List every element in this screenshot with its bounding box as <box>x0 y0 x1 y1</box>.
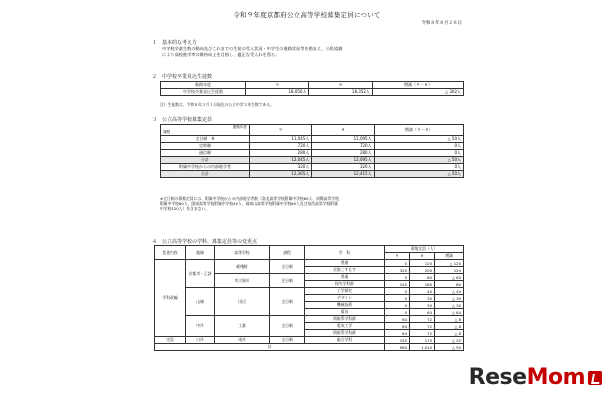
changes-total-row <box>155 344 464 351</box>
capacity-cell-v9: 11,045人 <box>250 136 312 143</box>
changes-value-diff: △ 20 <box>435 337 464 344</box>
changes-value-8: 72 <box>410 330 435 337</box>
changes-school: 市立堀川 <box>215 274 270 288</box>
capacity-row <box>161 136 464 143</box>
changes-dept: デザイン <box>305 295 385 302</box>
changes-value-8: 72 <box>410 323 435 330</box>
changes-dept: 電気 <box>305 309 385 316</box>
changes-header-capacity: 募集定員（人） <box>385 246 464 253</box>
capacity-cell-v9: 12,045人 <box>250 157 312 164</box>
changes-course: 全日制 <box>270 316 305 337</box>
changes-school: 工業 <box>215 316 270 337</box>
section-1-text <box>162 46 462 58</box>
capacity-cell-label: 小計 <box>161 157 250 164</box>
capacity-row <box>161 150 464 157</box>
capacity-cell-vd: 0人 <box>374 164 463 171</box>
changes-row <box>155 260 464 267</box>
capacity-header-9: ９ <box>250 125 312 136</box>
changes-row <box>155 288 464 295</box>
changes-value-8: 72 <box>410 316 435 323</box>
changes-area: 京都市・乙訓 <box>186 260 215 288</box>
changes-dept: 電気工学 <box>305 323 385 330</box>
changes-value-diff: 120 <box>435 267 464 274</box>
changes-value-diff: △ 8 <box>435 323 464 330</box>
capacity-cell-v9: 12,365人 <box>250 171 312 178</box>
changes-dept: 京都こすもす <box>305 267 385 274</box>
capacity-header-8: ８ <box>312 125 374 136</box>
capacity-row <box>161 171 464 178</box>
resemom-logo-text <box>469 365 585 390</box>
changes-value-9: 0 <box>385 302 410 309</box>
changes-school: 田辺 <box>215 288 270 316</box>
changes-value-8: 120 <box>410 260 435 267</box>
changes-value-9: 0 <box>385 295 410 302</box>
resemom-logo-icon <box>588 371 602 385</box>
changes-total-9: 960 <box>385 344 410 351</box>
changes-type: 学科改編 <box>155 260 186 337</box>
changes-value-9: 0 <box>385 274 410 281</box>
changes-value-diff: △ 8 <box>435 330 464 337</box>
capacity-cell-v9: 320人 <box>250 164 312 171</box>
changes-value-9: 0 <box>385 288 410 295</box>
graduates-header-8: ８ <box>309 82 372 89</box>
changes-course: 全日制 <box>270 274 305 288</box>
changes-row <box>155 337 464 344</box>
logo-text-part-2: Mom <box>526 365 585 390</box>
changes-dept: 総合学科 <box>305 337 385 344</box>
capacity-cell-v8: 320人 <box>312 164 374 171</box>
changes-dept: 探究学科群 <box>305 281 385 288</box>
graduates-header-diff: 増減（９－８） <box>372 82 463 89</box>
document-page <box>142 0 472 400</box>
capacity-cell-v8: 280人 <box>312 150 374 157</box>
changes-value-9: 64 <box>385 323 410 330</box>
changes-header-area: 地域 <box>186 246 215 260</box>
document-date: 令和８年８月２８日 <box>421 21 462 26</box>
section-1-heading: １ 基本的な考え方 <box>152 40 198 46</box>
section-3-heading: ３ 公立高等学校募集定員 <box>152 117 213 123</box>
document-title: 令和９年度京都府公立高等学校募集定員について <box>233 11 381 19</box>
capacity-note-line-1: ※全日制の募集定員には、附属中学校からの内部進学者数（洛北高等学校附属中学校80人、南陽高等学校 <box>160 196 339 201</box>
capacity-note <box>160 196 460 211</box>
capacity-cell-label: 附属中学校からの内部進学者 <box>161 164 250 171</box>
changes-value-8: 40 <box>410 288 435 295</box>
capacity-cell-label: 定時制 <box>161 143 250 150</box>
capacity-cell-vd: 0人 <box>374 143 463 150</box>
capacity-note-line-2: 附属中学校80人、園部高等学校附属中学校40人、福知山高等学校附属中学校80人及び洛西高等学校附属 <box>160 201 338 206</box>
changes-value-8: 30 <box>410 295 435 302</box>
changes-total-diff: △ 50 <box>435 344 464 351</box>
section-1-line-1: 中学校卒業生数の動向及びこれまでの生徒の受入状況・中学生の進路状況等を踏まえ、公私協調 <box>162 46 343 51</box>
changes-area: 山城 <box>186 288 215 316</box>
changes-type: 定員 <box>155 337 186 344</box>
changes-school: 嵯峨野 <box>215 260 270 274</box>
changes-value-8: 80 <box>410 274 435 281</box>
changes-header-8: ８ <box>410 253 435 260</box>
changes-dept: 普通 <box>305 274 385 281</box>
capacity-cell-label: 全日制 ※ <box>161 136 250 143</box>
capacity-cell-v8: 720人 <box>312 143 374 150</box>
capacity-cell-vd: 0人 <box>374 150 463 157</box>
capacity-cell-v9: 280人 <box>250 150 312 157</box>
changes-value-diff: △ 64 <box>435 309 464 316</box>
changes-school: 南丹 <box>215 337 270 344</box>
changes-total-label: 計 <box>155 344 385 351</box>
changes-course: 全日制 <box>270 260 305 274</box>
capacity-header-course: 課程 <box>163 130 171 134</box>
changes-value-diff: △ 8 <box>435 316 464 323</box>
graduates-note: 注）生徒数は、令和８年５月１日現在の公立中学３年生数である。 <box>160 102 274 107</box>
graduates-table <box>160 81 464 96</box>
changes-value-9: 150 <box>385 337 410 344</box>
changes-value-diff: △ 120 <box>435 260 464 267</box>
capacity-cell-vd: △ 50人 <box>374 171 463 178</box>
resemom-logo <box>469 365 602 390</box>
capacity-cell-v9: 720人 <box>250 143 312 150</box>
capacity-table <box>160 124 464 178</box>
capacity-cell-label: 通信制 <box>161 150 250 157</box>
graduates-value-9: 18,050人 <box>246 89 309 96</box>
changes-dept: 情報系学科群 <box>305 316 385 323</box>
changes-value-9: 0 <box>385 309 410 316</box>
changes-value-9: 0 <box>385 260 410 267</box>
section-4-heading: ４ 公立高等学校の学科、募集定員等の変更点 <box>152 239 258 245</box>
changes-value-diff: △ 30 <box>435 302 464 309</box>
changes-dept: 情報系学科群 <box>305 330 385 337</box>
capacity-row <box>161 157 464 164</box>
changes-value-9: 320 <box>385 267 410 274</box>
changes-area: 口丹 <box>186 337 215 344</box>
changes-table <box>154 245 464 351</box>
changes-value-diff: 80 <box>435 281 464 288</box>
changes-value-8: 200 <box>410 267 435 274</box>
capacity-row <box>161 143 464 150</box>
capacity-note-line-3: 中学校120人）を含まない。 <box>160 206 210 211</box>
graduates-header-9: ９ <box>246 82 309 89</box>
graduates-value-8: 18,352人 <box>309 89 372 96</box>
capacity-cell-vd: △ 50人 <box>374 157 463 164</box>
logo-text-part-1: Rese <box>468 365 527 390</box>
changes-value-8: 64 <box>410 309 435 316</box>
capacity-cell-label: 合計 <box>161 171 250 178</box>
graduates-header-label: 進路年度 <box>161 82 246 89</box>
changes-value-diff: △ 40 <box>435 288 464 295</box>
changes-dept: 工学探究 <box>305 288 385 295</box>
changes-value-9: 64 <box>385 330 410 337</box>
changes-header-dept: 学 科 <box>305 246 385 260</box>
capacity-cell-vd: △ 50人 <box>374 136 463 143</box>
changes-dept: 機械技術 <box>305 302 385 309</box>
changes-value-8: 170 <box>410 337 435 344</box>
section-2-heading: ２ 中学校卒業見込生徒数 <box>152 74 213 80</box>
capacity-header-diff: 増減（９－８） <box>374 125 463 136</box>
capacity-cell-v8: 12,415人 <box>312 171 374 178</box>
changes-value-9: 240 <box>385 281 410 288</box>
changes-course: 全日制 <box>270 288 305 316</box>
graduates-row-label: 中学校卒業見込生徒数 <box>161 89 246 96</box>
changes-row <box>155 316 464 323</box>
changes-header-type: 変更内容 <box>155 246 186 260</box>
changes-value-diff: △ 30 <box>435 295 464 302</box>
changes-header-school: 高等学校 <box>215 246 270 260</box>
changes-value-8: 160 <box>410 281 435 288</box>
capacity-cell-v8: 12,095人 <box>312 157 374 164</box>
changes-value-9: 64 <box>385 316 410 323</box>
changes-area: 中丹 <box>186 316 215 337</box>
changes-dept: 普通 <box>305 260 385 267</box>
capacity-header-corner <box>161 125 250 136</box>
changes-header-9: ９ <box>385 253 410 260</box>
capacity-cell-v8: 11,095人 <box>312 136 374 143</box>
graduates-value-diff: △ 302人 <box>372 89 463 96</box>
changes-value-8: 30 <box>410 302 435 309</box>
changes-header-course: 課程 <box>270 246 305 260</box>
changes-total-8: 1,010 <box>410 344 435 351</box>
capacity-header-year: 進路年度 <box>232 125 247 129</box>
changes-value-diff: △ 80 <box>435 274 464 281</box>
section-1-line-2: により高校進学率の維持向上を目指し、適正な受入れを図る。 <box>162 51 280 57</box>
changes-course: 全日制 <box>270 337 305 344</box>
capacity-row <box>161 164 464 171</box>
changes-header-diff: 増減 <box>435 253 464 260</box>
